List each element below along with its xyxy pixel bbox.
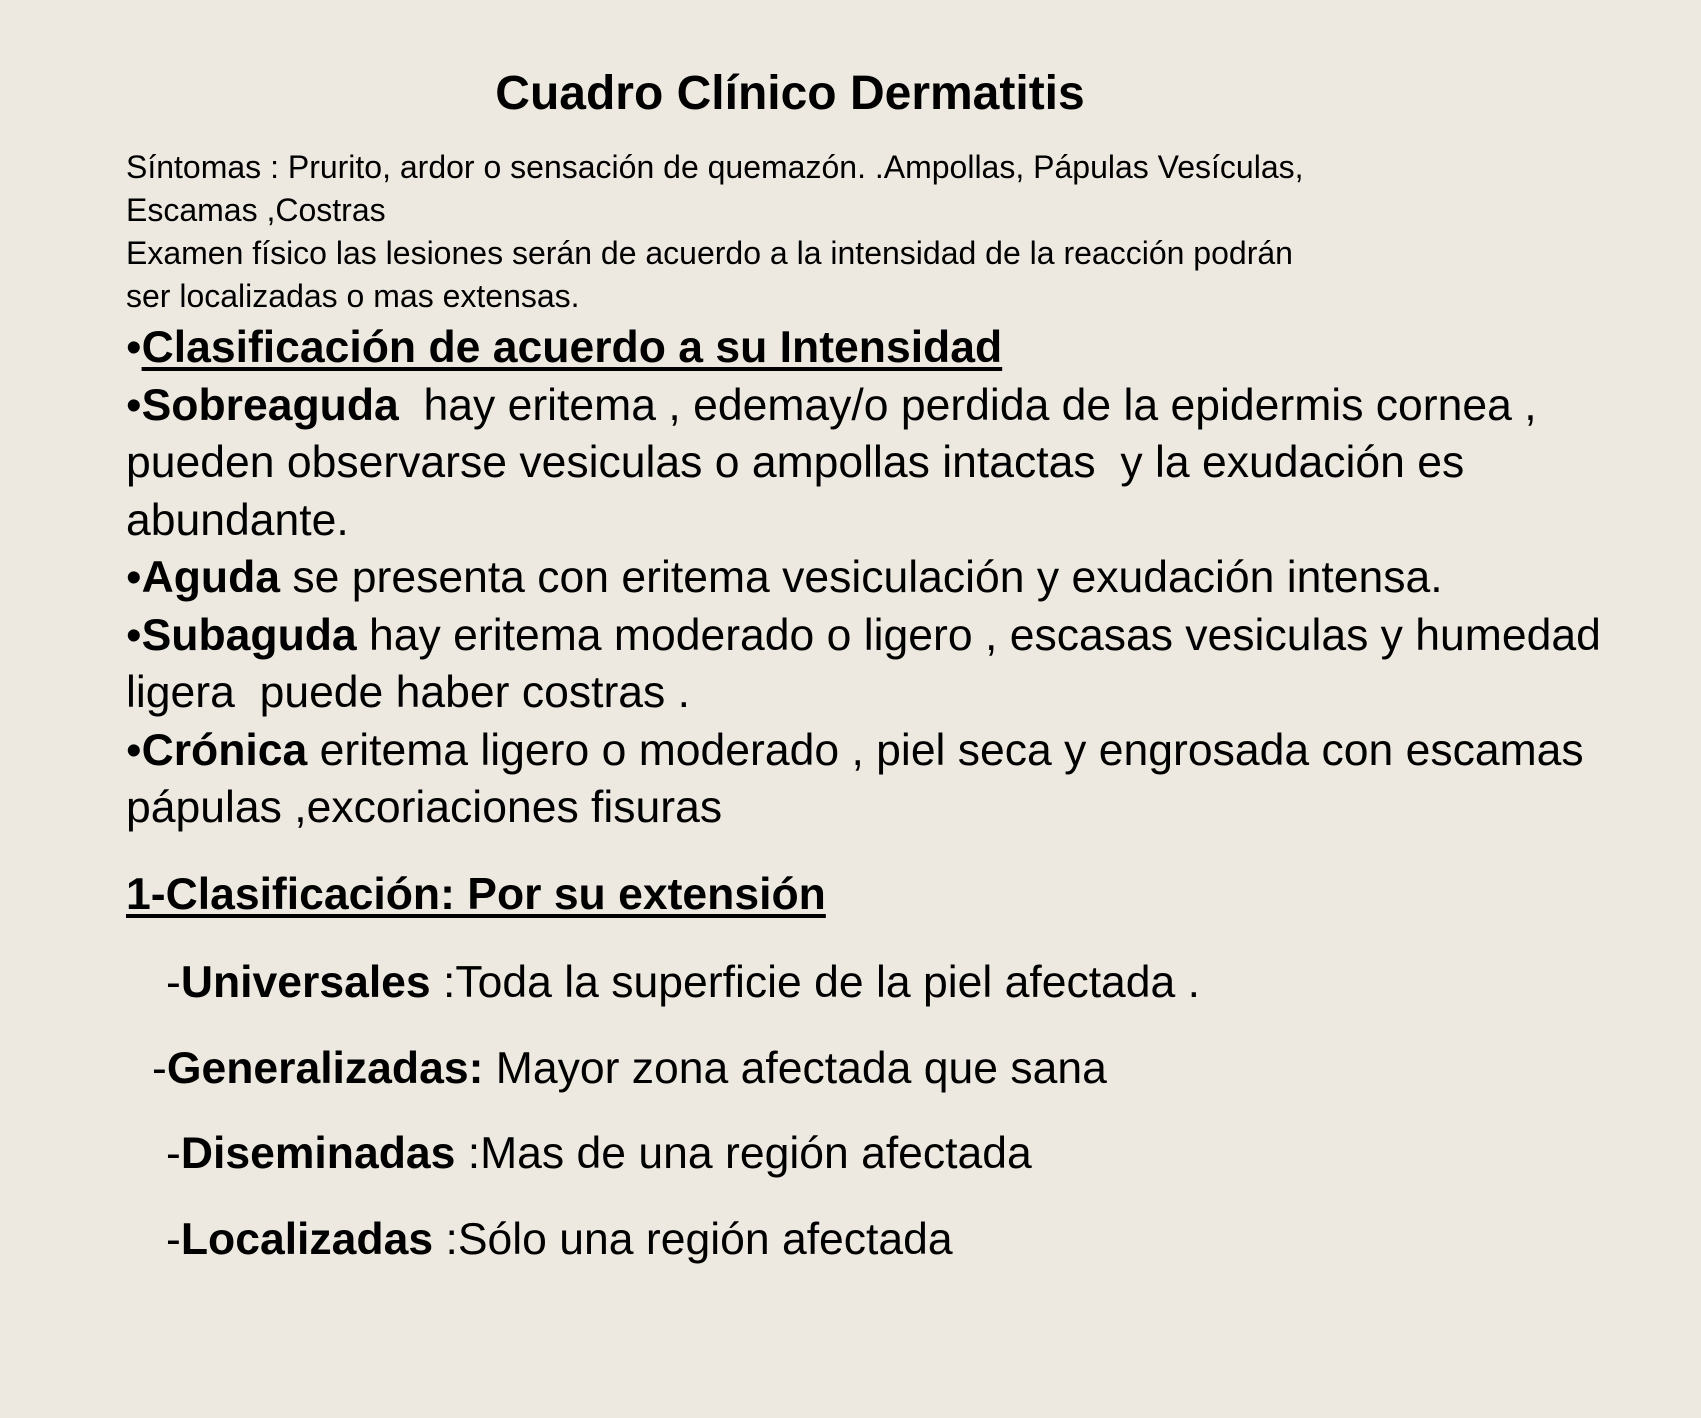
intensity-heading-row — [126, 319, 1686, 377]
extension-description: :Toda la superficie de la piel afectada . — [430, 958, 1201, 1007]
extension-description: :Mas de una región afectada — [455, 1129, 1032, 1178]
intensity-item-sobreaguda — [126, 377, 1686, 550]
slide-title: Cuadro Clínico Dermatitis — [495, 67, 1085, 120]
dash: - — [152, 1044, 167, 1093]
physical-exam-line-continued: ser localizadas o mas extensas. — [126, 278, 580, 314]
extension-description: Mayor zona afectada que sana — [483, 1044, 1107, 1093]
intensity-term: Subaguda — [141, 610, 357, 660]
bullet: • — [126, 610, 142, 660]
symptoms-line-continued: Escamas ,Costras — [126, 192, 386, 228]
dash: - — [166, 1129, 181, 1178]
intensity-heading: Clasificación de acuerdo a su Intensidad — [141, 323, 1003, 372]
intensity-description: eritema ligero o moderado , piel seca y engrosada con escamas pápulas ,excoriaciones fisuras — [126, 725, 1597, 832]
extension-term: Localizadas — [180, 1215, 434, 1264]
symptoms-line: Síntomas : Prurito, ardor o sensación de quemazón. .Ampollas, Pápulas Vesículas, — [126, 149, 1304, 185]
extension-description: :Sólo una región afectada — [433, 1215, 953, 1264]
extension-item-diseminadas — [166, 1126, 1032, 1182]
bullet: • — [126, 323, 142, 372]
extension-item-localizadas — [166, 1212, 953, 1268]
dash: - — [166, 958, 181, 1007]
intensity-term: Sobreaguda — [141, 380, 399, 430]
dash: - — [166, 1215, 181, 1264]
intro-text — [126, 146, 1606, 318]
intensity-term: Aguda — [141, 553, 281, 602]
bullet: • — [126, 553, 142, 602]
intensity-description: hay eritema , edemay/o perdida de la epidermis cornea , pueden observarse vesiculas o ampollas intactas y la exudación es abundante. — [126, 380, 1549, 545]
intensity-description: hay eritema moderado o ligero , escasas vesiculas y humedad ligera puede haber costras . — [126, 610, 1614, 717]
extension-item-generalizadas — [152, 1041, 1107, 1097]
intensity-classification — [126, 319, 1686, 837]
extension-item-universales — [166, 955, 1200, 1011]
intensity-item-aguda — [126, 549, 1686, 607]
intensity-item-subaguda — [126, 607, 1686, 722]
extension-term: Diseminadas — [180, 1129, 456, 1178]
intensity-description: se presenta con eritema vesiculación y exudación intensa. — [280, 553, 1443, 602]
extension-term: Generalizadas: — [166, 1044, 484, 1093]
extension-heading: 1-Clasificación: Por su extensión — [126, 870, 826, 919]
bullet: • — [126, 380, 142, 430]
physical-exam-line: Examen físico las lesiones serán de acuerdo a la intensidad de la reacción podrán — [126, 235, 1293, 271]
intensity-item-cronica — [126, 722, 1686, 837]
bullet: • — [126, 725, 142, 775]
intensity-term: Crónica — [141, 725, 308, 775]
extension-term: Universales — [180, 958, 431, 1007]
